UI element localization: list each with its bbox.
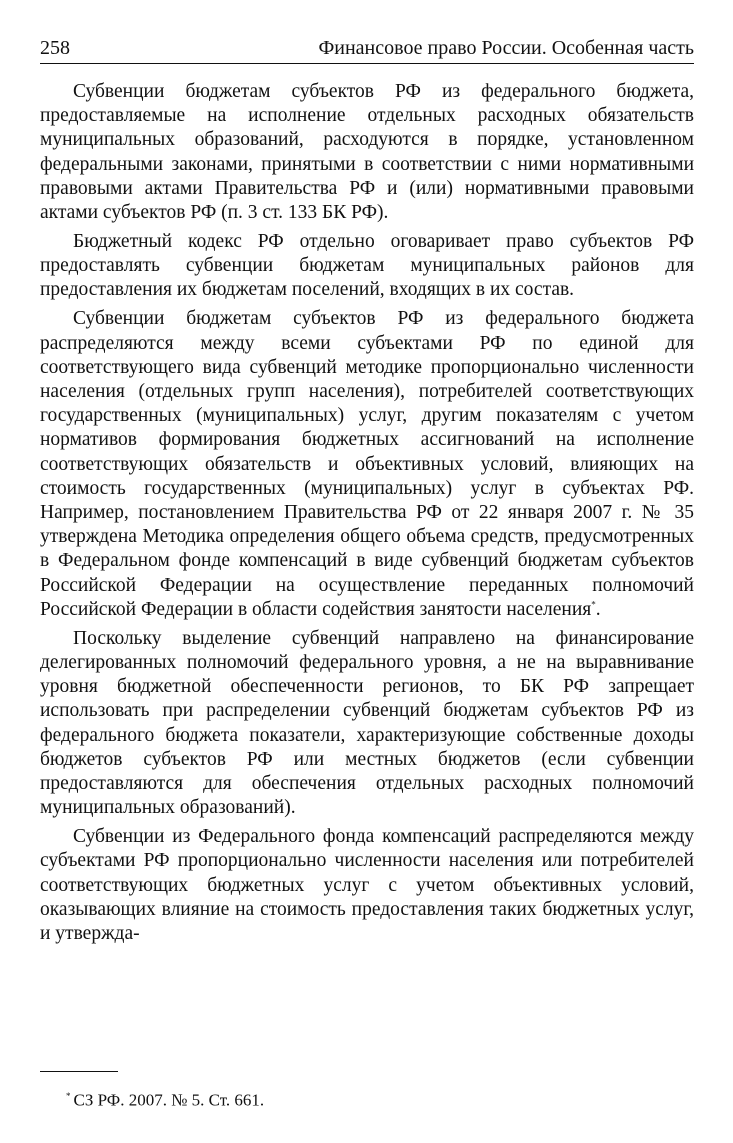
paragraph-3 bbox=[40, 307, 694, 622]
footnote-rule bbox=[40, 1071, 118, 1072]
footnote-marker: * bbox=[66, 1091, 71, 1101]
header-rule bbox=[40, 63, 694, 64]
running-header bbox=[40, 36, 694, 66]
running-title: Финансовое право России. Особенная часть bbox=[318, 37, 694, 59]
paragraph-5: Субвенции из Федерального фонда компенсаций распределяются между субъектами РФ пропорционально численности населения или потребителей соответствующих бюджетных услуг с учетом объективных условий, оказывающих влияние на стоимость предоставления таких бюджетных услуг, и утвержда- bbox=[40, 826, 694, 945]
paragraph-4: Поскольку выделение субвенций направлено на финансирование делегированных полномочий федерального уровня, а не на выравнивание уровня бюджетной обеспеченности регионов, то БК РФ запрещает использовать при распределении субвенций бюджетам субъектов РФ из федерального бюджета показатели, характеризующие собственные доходы бюджетов субъектов РФ или местных бюджетов (если субвенции предоставляются для обеспечения отдельных расходных полномочий муниципальных образований). bbox=[40, 627, 694, 819]
footnote bbox=[66, 1085, 686, 1112]
paragraph-1: Субвенции бюджетам субъектов РФ из федерального бюджета, предоставляемые на исполнение отдельных расходных обязательств муниципальных образований, расходуются в порядке, установленном федеральными законами, принятыми в соответствии с ними нормативными правовыми актами Правительства РФ и (или) нормативными правовыми актами субъектов РФ (п. 3 ст. 133 БК РФ). bbox=[40, 81, 694, 224]
paragraph-3-end: . bbox=[595, 598, 601, 620]
body-text bbox=[40, 80, 694, 951]
paragraph-2: Бюджетный кодекс РФ отдельно оговаривает право субъектов РФ предоставлять субвенции бюджетам муниципальных районов для предоставления их бюджетам поселений, входящих в их состав. bbox=[40, 231, 694, 301]
footnote-reference: * bbox=[591, 599, 596, 610]
footnote-text: СЗ РФ. 2007. № 5. Ст. 661. bbox=[73, 1090, 265, 1110]
page-number: 258 bbox=[40, 37, 70, 59]
paragraph-3-text: Субвенции бюджетам субъектов РФ из федерального бюджета распределяются между всеми субъектами РФ по единой для соответствующего вида субвенций методике пропорционально численности населения (отдельных групп населения), потребителей соответствующих государственных (муниципальных) услуг, другим показателям с учетом нормативов формирования бюджетных ассигнований на исполнение соответствующих обязательств и объективных условий, влияющих на стоимость государственных (муниципальных) услуг в субъектах РФ. Например, постановлением Правительства РФ от 22 января 2007 г. № 35 утверждена Методика определения общего объема средств, предусмотренных в Федеральном фонде компенсаций в виде субвенций бюджетам субъектов Российской Федерации на осуществление переданных полномочий Российской Федерации в области содействия занятости населения bbox=[40, 308, 694, 620]
